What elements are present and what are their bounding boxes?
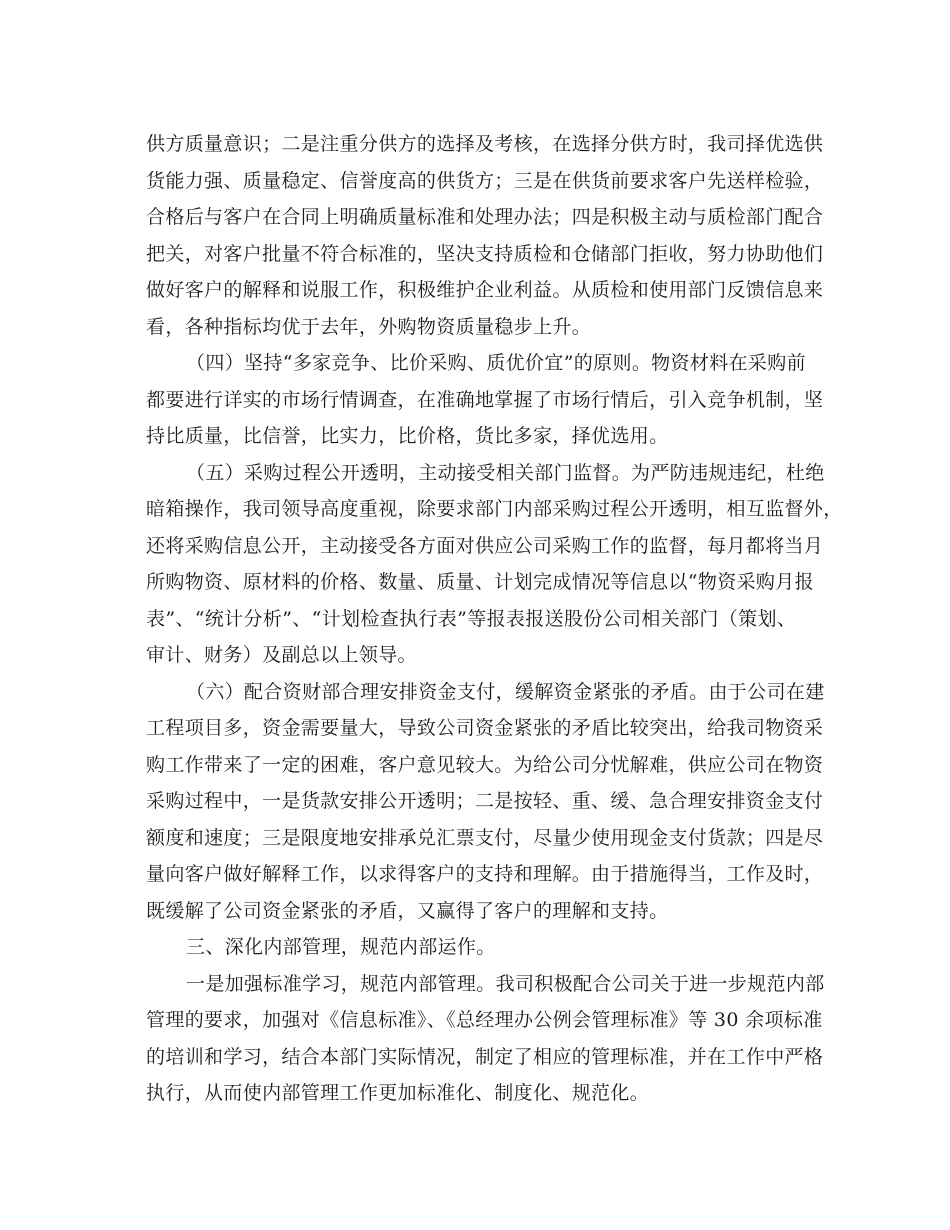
paragraph-section-4 xyxy=(146,345,824,455)
text-line: 执行，从而使内部管理工作更加标准化、制度化、规范化。 xyxy=(146,1082,650,1104)
text-line: 所购物资、原材料的价格、数量、质量、计划完成情况等信息以“物资采购月报 xyxy=(146,571,814,593)
text-line: 货能力强、质量稳定、信誉度高的供货方；三是在供货前要求客户先送样检验， xyxy=(146,169,824,192)
text-line: 管理的要求，加强对《信息标准》、《总经理办公例会管理标准》等 30 余项标准 xyxy=(146,1009,823,1031)
text-line: （四）坚持“多家竞争、比价采购、质优价宜”的原则。物资材料在采购前 xyxy=(186,352,806,374)
text-line: 工程项目多，资金需要量大，导致公司资金紧张的矛盾比较突出，给我司物资采 xyxy=(146,717,824,739)
text-line: 既缓解了公司资金紧张的矛盾，又赢得了客户的理解和支持。 xyxy=(146,899,669,922)
text-line: 一是加强标准学习，规范内部管理。我司积极配合公司关于进一步规范内部 xyxy=(186,972,825,995)
text-line: 量向客户做好解释工作，以求得客户的支持和理解。由于措施得当，工作及时， xyxy=(146,863,824,885)
text-line: 采购过程中，一是货款安排公开透明；二是按轻、重、缓、急合理安排资金支付 xyxy=(146,790,824,812)
paragraph-section-6 xyxy=(146,674,825,930)
text-line: （五）采购过程公开透明，主动接受相关部门监督。为严防违规违纪，杜绝 xyxy=(186,461,825,484)
paragraph-standards-learning xyxy=(146,966,825,1112)
text-line: 三、深化内部管理，规范内部运作。 xyxy=(186,936,496,958)
text-line: 做好客户的解释和说服工作，积极维护企业利益。从质检和使用部门反馈信息来 xyxy=(146,279,824,301)
section-heading-internal-management xyxy=(146,929,814,966)
text-line: 表”、“统计分析”、“计划检查执行表”等报表报送股份公司相关部门（策划、 xyxy=(146,607,797,630)
text-line: 持比质量，比信誉，比实力，比价格，货比多家，择优选用。 xyxy=(146,425,669,447)
text-line: 合格后与客户在合同上明确质量标准和处理办法；四是积极主动与质检部门配合 xyxy=(146,206,824,228)
text-line: 看，各种指标均优于去年，外购物资质量稳步上升。 xyxy=(146,315,592,338)
text-line: 的培训和学习，结合本部门实际情况，制定了相应的管理标准，并在工作中严格 xyxy=(146,1045,824,1068)
paragraph-supplier-quality xyxy=(146,126,824,345)
text-line: 暗箱操作，我司领导高度重视，除要求部门内部采购过程公开透明，相互监督外， xyxy=(146,498,843,520)
text-line: 还将采购信息公开，主动接受各方面对供应公司采购工作的监督，每月都将当月 xyxy=(146,534,824,557)
text-line: 把关，对客户批量不符合标准的，坚决支持质检和仓储部门拒收，努力协助他们 xyxy=(146,242,824,265)
text-line: 供方质量意识；二是注重分供方的选择及考核，在选择分供方时，我司择优选供 xyxy=(146,133,824,155)
text-line: 都要进行详实的市场行情调查，在准确地掌握了市场行情后，引入竞争机制，坚 xyxy=(146,388,824,411)
document-body xyxy=(146,126,843,1112)
text-line: 额度和速度；三是限度地安排承兑汇票支付，尽量少使用现金支付货款；四是尽 xyxy=(146,826,824,849)
text-line: 购工作带来了一定的困难，客户意见较大。为给公司分忧解难，供应公司在物资 xyxy=(146,753,824,776)
text-line: 审计、财务）及副总以上领导。 xyxy=(146,644,417,666)
text-line: （六）配合资财部合理安排资金支付，缓解资金紧张的矛盾。由于公司在建 xyxy=(186,680,825,703)
paragraph-section-5 xyxy=(146,455,843,674)
